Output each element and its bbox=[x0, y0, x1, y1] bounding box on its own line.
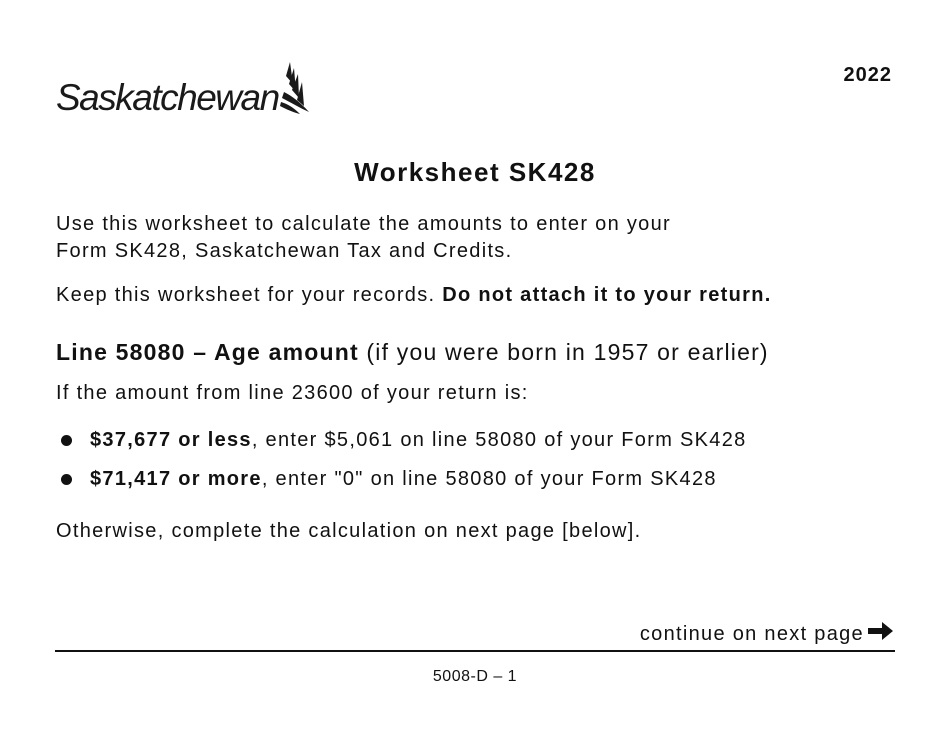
saskatchewan-logo bbox=[56, 62, 310, 116]
otherwise-text: Otherwise, complete the calculation on next page [below]. bbox=[56, 520, 642, 542]
bullet-bold: $71,417 or more bbox=[90, 468, 262, 490]
section-heading-bold: Line 58080 – Age amount bbox=[56, 339, 359, 365]
list-item bbox=[56, 429, 747, 452]
keep-notice-bold: Do not attach it to your return. bbox=[442, 284, 772, 306]
intro-line-2: Form SK428, Saskatchewan Tax and Credits. bbox=[56, 240, 513, 262]
bullet-text: , enter "0" on line 58080 of your Form SK428 bbox=[261, 468, 717, 490]
keep-notice bbox=[56, 284, 772, 307]
condition-text: If the amount from line 23600 of your return is: bbox=[56, 382, 529, 404]
bullet-bold: $37,677 or less bbox=[90, 429, 252, 451]
logo-text: Saskatchewan bbox=[56, 77, 279, 118]
form-year: 2022 bbox=[843, 64, 892, 86]
bullet-icon bbox=[61, 474, 72, 485]
list-item bbox=[56, 468, 717, 491]
right-arrow-icon bbox=[868, 621, 894, 647]
continue-link[interactable] bbox=[640, 621, 894, 647]
section-heading-rest: (if you were born in 1957 or earlier) bbox=[358, 339, 769, 365]
page-identifier: 5008-D – 1 bbox=[432, 668, 518, 685]
wheat-sheaf-icon bbox=[280, 62, 310, 119]
bullet-icon bbox=[61, 435, 72, 446]
bullet-text: , enter $5,061 on line 58080 of your Form SK428 bbox=[251, 429, 747, 451]
section-heading bbox=[56, 339, 769, 366]
intro-line-1: Use this worksheet to calculate the amounts to enter on your bbox=[56, 213, 671, 235]
footer-divider bbox=[55, 650, 895, 652]
page-title: Worksheet SK428 bbox=[354, 157, 596, 187]
keep-notice-text: Keep this worksheet for your records. bbox=[56, 284, 443, 306]
continue-label: continue on next page bbox=[639, 622, 864, 645]
